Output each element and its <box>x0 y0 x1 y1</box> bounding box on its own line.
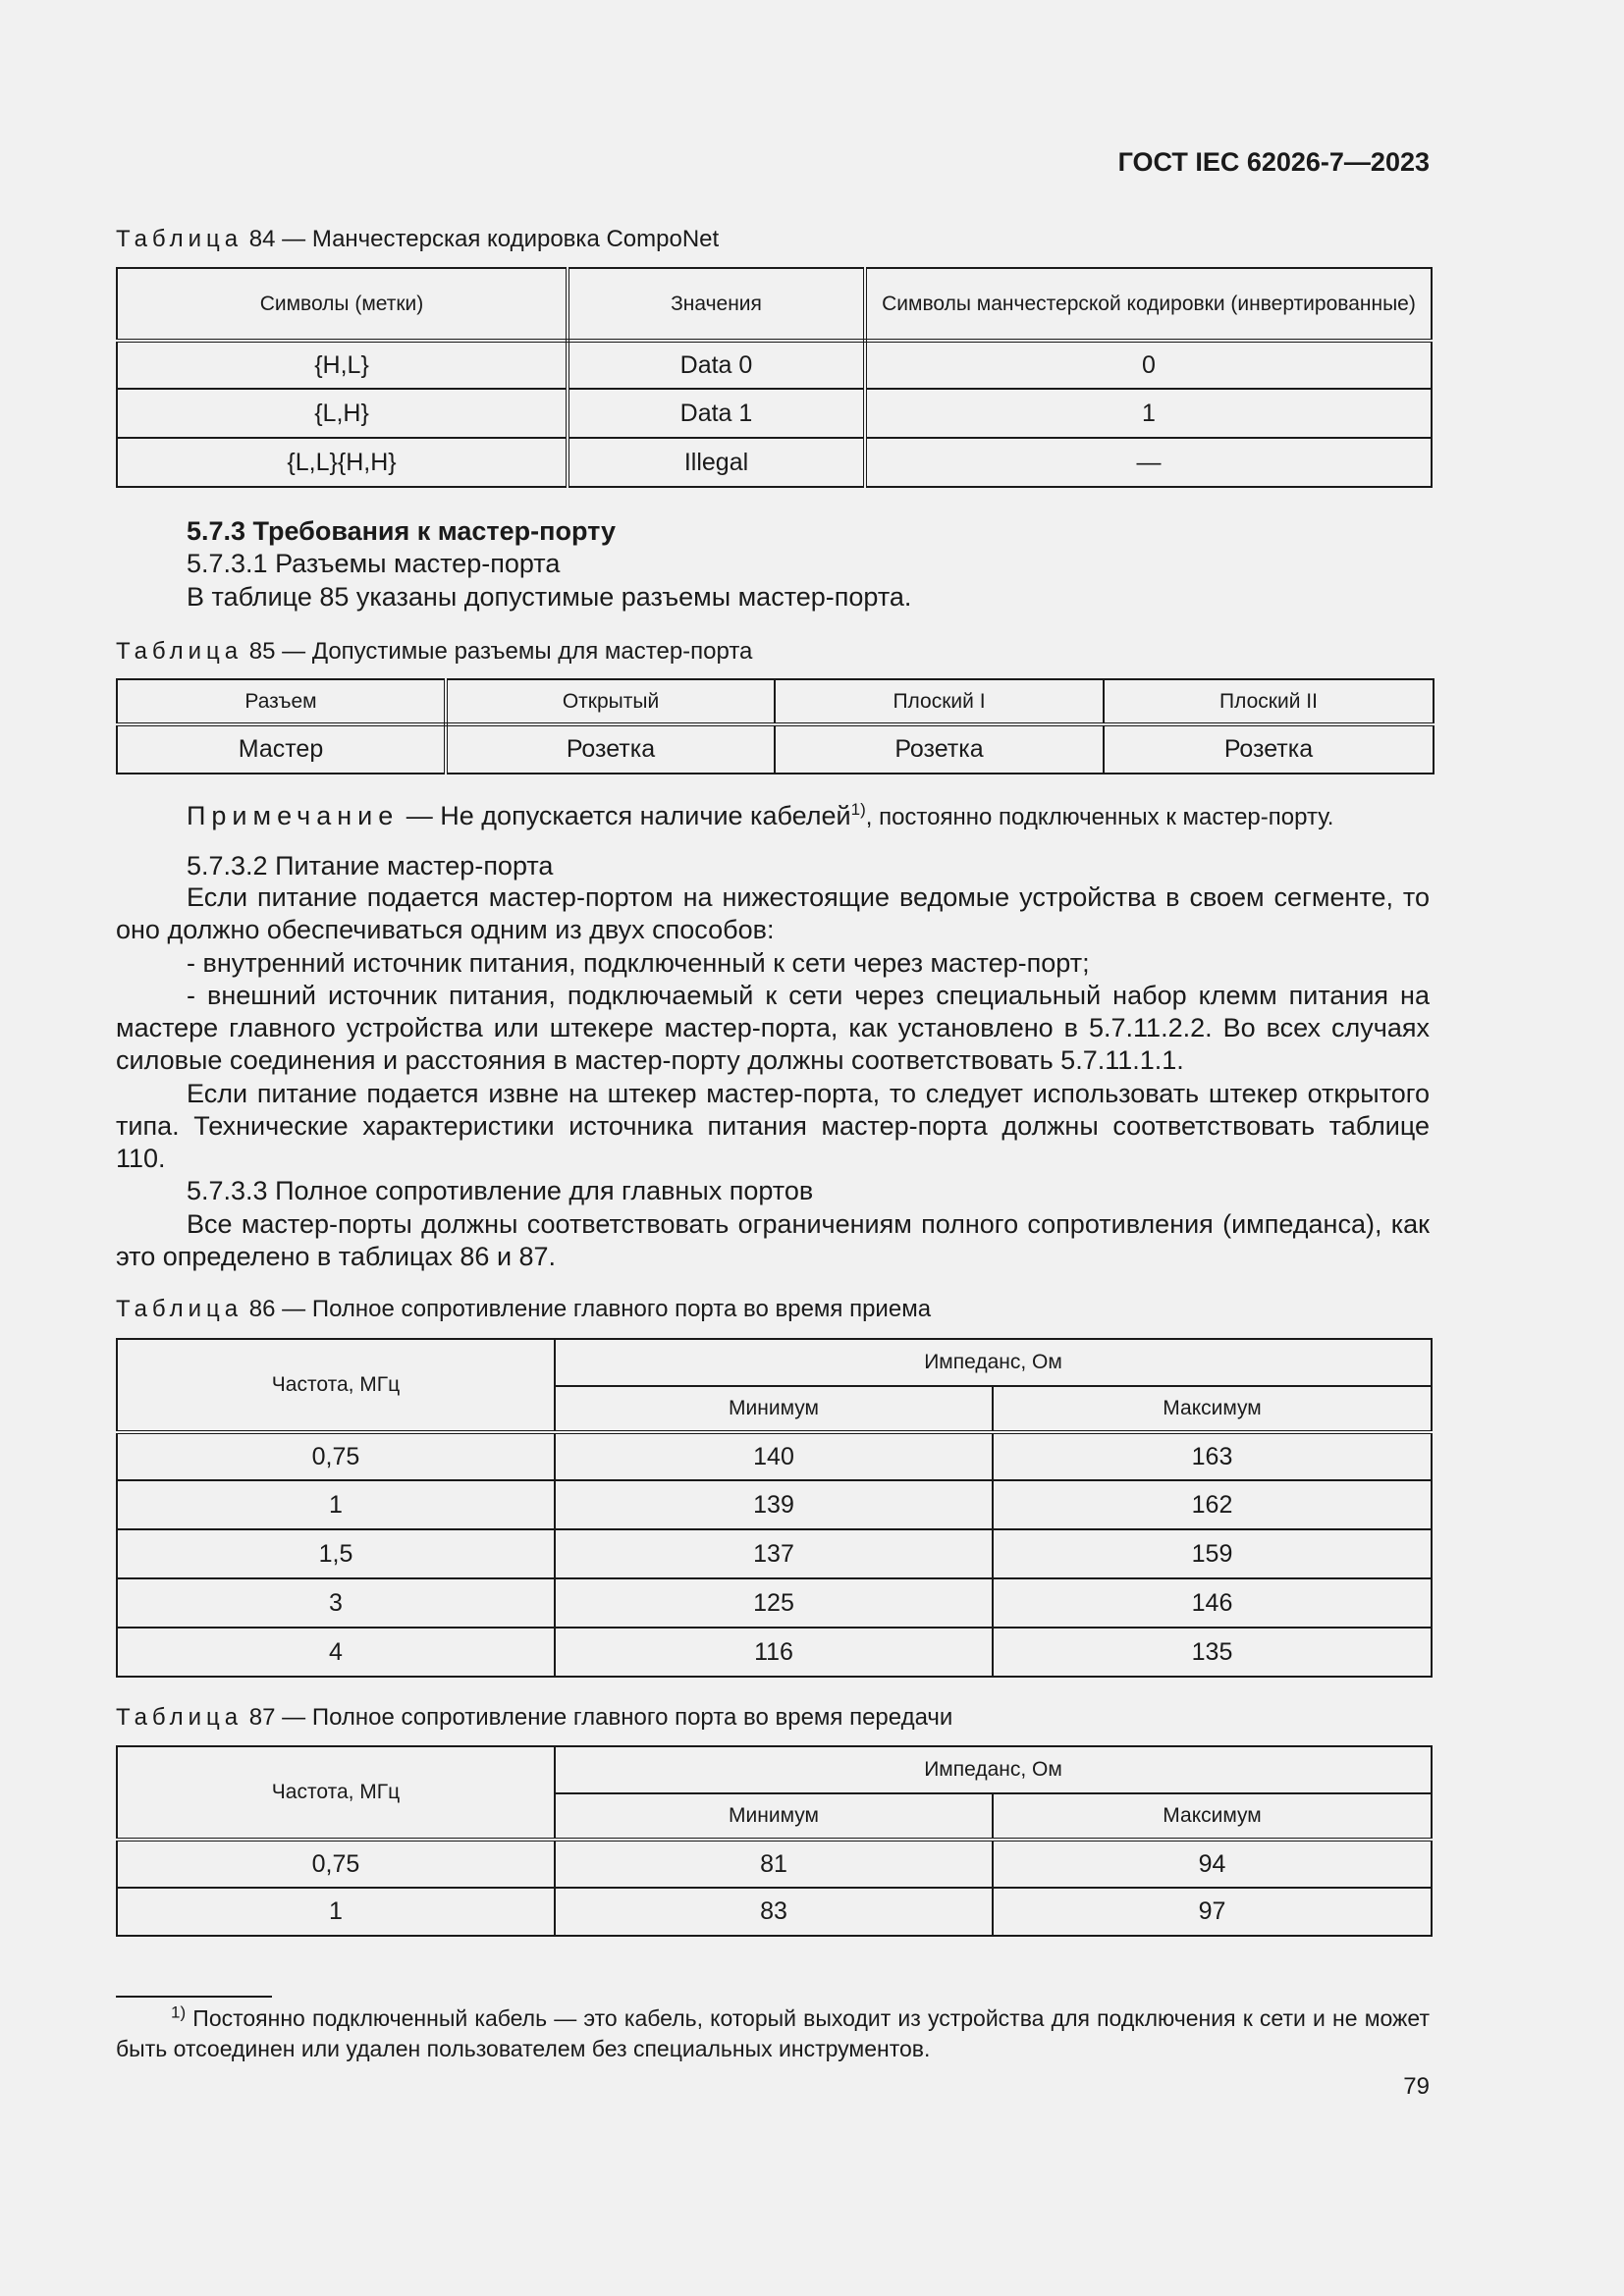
table-row <box>117 1529 1432 1578</box>
subsection-title: 5.7.3.1 Разъемы мастер-порта <box>187 549 561 578</box>
table84-caption-prefix: Таблица <box>116 226 244 252</box>
table-cell: {H,L} <box>117 341 568 389</box>
table-cell: 81 <box>555 1840 993 1888</box>
bullet-item: - внешний источник питания, подключаемый к сети через специальный набор клемм питания на мастере главного устройства или штекере мастер-порта, как установлено в 5.7.11.2.2. Во всех случаях силовые соединения и расстояния в мастер-порту должны соответствовать 5.7.11.1.1. <box>116 981 1430 1075</box>
table-row <box>117 389 1432 438</box>
table-cell: Мастер <box>117 724 446 774</box>
table87-header-min: Минимум <box>555 1793 993 1840</box>
bullet-item: - внутренний источник питания, подключенный к сети через мастер-порт; <box>187 948 1090 978</box>
table-cell: 3 <box>117 1578 555 1628</box>
paragraph: Если питание подается мастер-портом на нижестоящие ведомые устройства в своем сегменте, то оно должно обеспечиваться одним из двух способов: <box>116 882 1430 944</box>
table86-header-max: Максимум <box>993 1386 1432 1432</box>
table-cell: Розетка <box>775 724 1104 774</box>
table-cell: 0 <box>865 341 1432 389</box>
table85-header-cell: Разъем <box>117 679 446 724</box>
table-cell: 1 <box>865 389 1432 438</box>
table84-caption <box>116 226 719 253</box>
table-row <box>117 724 1434 774</box>
table86-caption-text: 86 — Полное сопротивление главного порта во время приема <box>248 1296 932 1322</box>
footnote-text: Постоянно подключенный кабель — это кабель, который выходит из устройства для подключения к сети и не может быть отсоединен или удален пользователем без специальных инструментов. <box>116 2005 1430 2061</box>
table-row <box>117 1888 1432 1936</box>
table84-header-cell: Символы манчестерской кодировки (инвертированные) <box>865 268 1432 341</box>
table-cell: 1,5 <box>117 1529 555 1578</box>
table85 <box>116 678 1435 774</box>
table-cell: 83 <box>555 1888 993 1936</box>
table-cell: Data 0 <box>568 341 865 389</box>
table86-header-min: Минимум <box>555 1386 993 1432</box>
table87-header-max: Максимум <box>993 1793 1432 1840</box>
table86-header-row <box>117 1339 1432 1386</box>
table-cell: 140 <box>555 1432 993 1480</box>
footnote <box>116 2003 1430 2064</box>
document-header: ГОСТ IEC 62026-7—2023 <box>1117 147 1430 177</box>
section-heading: 5.7.3 Требования к мастер-порту <box>187 516 616 546</box>
table-row <box>117 1432 1432 1480</box>
table86-caption-prefix: Таблица <box>116 1296 244 1322</box>
table-row <box>117 1840 1432 1888</box>
table85-caption-text: 85 — Допустимые разъемы для мастер-порта <box>248 638 753 665</box>
paragraph: Если питание подается извне на штекер мастер-порта, то следует использовать штекер открытого типа. Технические характеристики источника питания мастер-порта должны соответствовать таблице 110. <box>116 1079 1430 1173</box>
table-row <box>117 1628 1432 1677</box>
table-cell: Розетка <box>446 724 775 774</box>
table85-caption <box>116 638 752 666</box>
subsection-title: 5.7.3.3 Полное сопротивление для главных портов <box>187 1176 814 1205</box>
table-cell: 162 <box>993 1480 1432 1529</box>
table87-header-freq: Частота, МГц <box>117 1746 555 1840</box>
table-cell: 94 <box>993 1840 1432 1888</box>
table-cell: 135 <box>993 1628 1432 1677</box>
table-cell: Розетка <box>1104 724 1434 774</box>
table85-caption-prefix: Таблица <box>116 638 244 665</box>
table87-caption <box>116 1704 952 1732</box>
table-cell: 125 <box>555 1578 993 1628</box>
table-cell: {L,L}{H,H} <box>117 438 568 487</box>
table-row <box>117 1480 1432 1529</box>
table-cell: 139 <box>555 1480 993 1529</box>
table-cell: 1 <box>117 1480 555 1529</box>
table85-header-cell: Плоский II <box>1104 679 1434 724</box>
subsection-title: 5.7.3.2 Питание мастер-порта <box>187 851 554 881</box>
table87 <box>116 1745 1433 1937</box>
table86-header-freq: Частота, МГц <box>117 1339 555 1432</box>
table86 <box>116 1338 1433 1678</box>
footnote-ref: 1) <box>850 800 866 819</box>
table-cell: 97 <box>993 1888 1432 1936</box>
table87-caption-prefix: Таблица <box>116 1704 244 1731</box>
paragraph: Все мастер-порты должны соответствовать ограничениям полного сопротивления (импеданса), как это определено в таблицах 86 и 87. <box>116 1209 1430 1271</box>
table87-header-row <box>117 1746 1432 1793</box>
table84-header-row <box>117 268 1432 341</box>
table-cell: 0,75 <box>117 1840 555 1888</box>
table84-header-cell: Символы (метки) <box>117 268 568 341</box>
table85-header-row <box>117 679 1434 724</box>
table84 <box>116 267 1433 488</box>
table-cell: 163 <box>993 1432 1432 1480</box>
table-cell: 4 <box>117 1628 555 1677</box>
table-row <box>117 438 1432 487</box>
table-cell: 159 <box>993 1529 1432 1578</box>
note-text: — Не допускается наличие кабелей <box>399 801 851 830</box>
table84-caption-text: 84 — Манчестерская кодировка CompoNet <box>248 226 720 252</box>
table-cell: 0,75 <box>117 1432 555 1480</box>
table85-header-cell: Плоский I <box>775 679 1104 724</box>
footnote-divider <box>116 1996 272 1998</box>
table86-caption <box>116 1296 931 1323</box>
page-number: 79 <box>1403 2073 1430 2100</box>
note-prefix: Примечание <box>187 801 400 830</box>
table-cell: Data 1 <box>568 389 865 438</box>
table-cell: 116 <box>555 1628 993 1677</box>
table87-header-group: Импеданс, Ом <box>555 1746 1432 1793</box>
paragraph: В таблице 85 указаны допустимые разъемы мастер-порта. <box>187 582 912 612</box>
table-cell: — <box>865 438 1432 487</box>
table85-header-cell: Открытый <box>446 679 775 724</box>
table84-header-cell: Значения <box>568 268 865 341</box>
note <box>187 801 1333 831</box>
table86-header-group: Импеданс, Ом <box>555 1339 1432 1386</box>
table-row <box>117 1578 1432 1628</box>
note-tail: , постоянно подключенных к мастер-порту. <box>865 804 1334 830</box>
table-cell: Illegal <box>568 438 865 487</box>
table87-caption-text: 87 — Полное сопротивление главного порта во время передачи <box>248 1704 953 1731</box>
footnote-mark: 1) <box>171 2002 187 2022</box>
table-cell: 146 <box>993 1578 1432 1628</box>
table-cell: {L,H} <box>117 389 568 438</box>
table-row <box>117 341 1432 389</box>
table-cell: 1 <box>117 1888 555 1936</box>
table-cell: 137 <box>555 1529 993 1578</box>
